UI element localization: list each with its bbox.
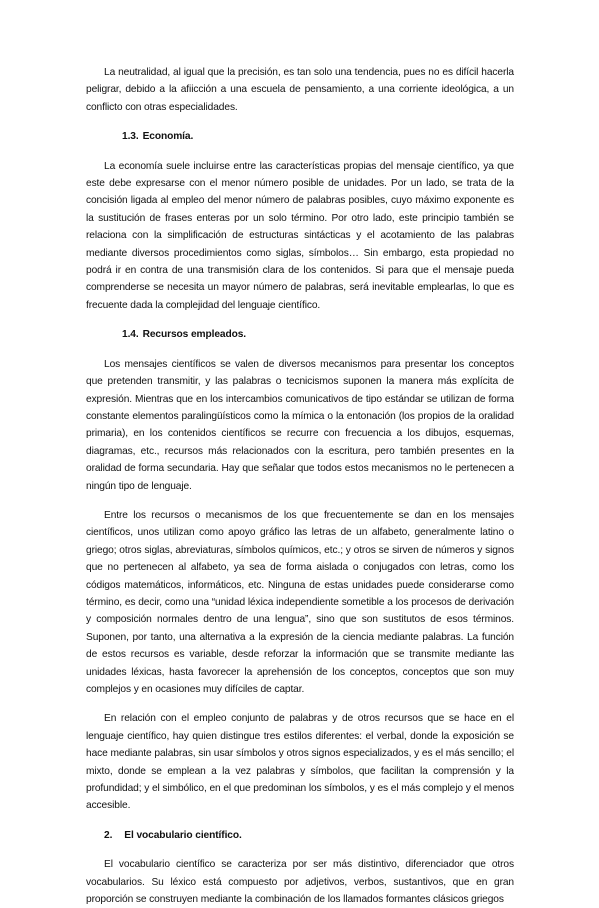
paragraph-vocabulario: El vocabulario científico se caracteriza por ser más distintivo, diferenciador que otros vocabularios. Su léxico está compuesto por adjetivos, verbos, sustantivos, que en gran proporción se construyen mediante la combinación de los llamados formantes clásicos griegos	[86, 859, 514, 906]
section-number: 1.4.	[122, 329, 139, 341]
paragraph-recursos-2: Entre los recursos o mecanismos de los que frecuentemente se dan en los mensajes científicos, unos utilizan como apoyo gráfico las letras de un alfabeto, generalmente latino o griego; otros siglas, abreviaturas, símbolos químicos, etc.; y otros se sirven de números y signos que no pertenecen al alfabeto, ya sea de forma aislada o conjugados con letras, como los códigos matemáticos, informáticos, etc. Ninguna de estas unidades puede considerarse como término, es decir, como una “unidad léxica independiente sometible a los procesos de derivación y composición normales dentro de una lengua”, sino que son sustitutos de esos términos. Suponen, por tanto, una alternativa a la expresión de la ciencia mediante palabras. La función de estos recursos es variable, desde reforzar la información que se transmite mediante las unidades léxicas, hasta favorecer la aprehensión de los conceptos, conceptos que son muy complejos y en ocasiones muy difíciles de captar.	[86, 509, 514, 695]
document-page	[86, 64, 514, 908]
paragraph-recursos-3: En relación con el empleo conjunto de palabras y de otros recursos que se hace en el lenguaje científico, hay quien distingue tres estilos diferentes: el verbal, donde la exposición se hace mediante palabras, sin usar símbolos y otros signos especializados, y es el más sencillo; el mixto, donde se emplean a la vez palabras y símbolos, que facilitan la comprensión y la profundidad; y el simbólico, en el que predominan los símbolos, y es el más complejo y el menos accesible.	[86, 713, 514, 812]
section-title: Economía.	[142, 131, 194, 143]
section-title: El vocabulario científico.	[124, 829, 242, 841]
section-number: 2.	[104, 829, 113, 841]
section-heading-recursos	[86, 326, 514, 343]
paragraph-recursos-1: Los mensajes científicos se valen de diversos mecanismos para presentar los conceptos que pretenden transmitir, y las palabras o tecnicismos suponen la manera más explícita de expresión. Mientras que en los intercambios comunicativos de tipo estándar se utilizan de forma constante elementos paralingüísticos como la mímica o la entonación (los propios de la oralidad primaria), en los contenidos científicos se recurre con frecuencia a los dibujos, esquemas, diagramas, etc., recursos más relacionados con la escritura, pero también presentes en la oralidad de forma secundaria. Hay que señalar que todos estos mecanismos no le pertenecen a ningún tipo de lenguaje.	[86, 358, 514, 492]
paragraph-economia: La economía suele incluirse entre las características propias del mensaje científico, ya que este debe expresarse con el menor número posible de unidades. Por un lado, se trata de la concisión ligada al empleo del menor número de palabras posibles, cuyo máximo exponente es la sustitución de frases enteras por un solo término. Por otro lado, este principio también se relaciona con la simplificación de estructuras sintácticas y el acotamiento de las palabras mediante diversos procedimientos como siglas, símbolos… Sin embargo, esta propiedad no podrá ir en contra de una transmisión clara de los contenidos. Si para que el mensaje pueda comprenderse se necesita un mayor número de palabras, será inevitable emplearlas, lo que es frecuente dada la complejidad del lenguaje científico.	[86, 160, 514, 311]
section-heading-vocabulario	[86, 827, 514, 844]
section-number: 1.3.	[122, 131, 139, 143]
paragraph-neutralidad: La neutralidad, al igual que la precisión, es tan solo una tendencia, pues no es difícil hacerla peligrar, debido a la afiicción a una escuela de pensamiento, a una corriente ideológica, a un conflicto con otras especialidades.	[86, 67, 514, 113]
section-heading-economia	[86, 128, 514, 145]
section-title: Recursos empleados.	[142, 329, 247, 341]
